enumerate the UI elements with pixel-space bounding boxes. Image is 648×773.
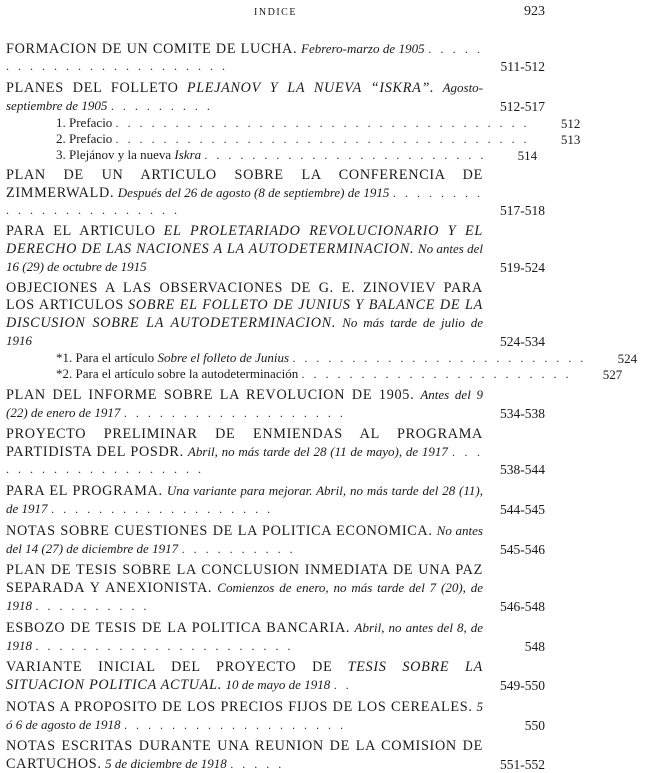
entry-title: PLANES DEL FOLLETO [6,80,179,96]
leader-dots: . . . . . . . . . . . . . . . . . . . . . . . [6,186,484,217]
entry-date: No antes del 16 (29) de octubre de 1915 [6,241,484,274]
entry-text [6,280,483,350]
entry-date: Febrero-marzo de 1905 [301,41,425,56]
toc-entry[interactable] [6,167,545,219]
subitem-label: 3. Plejánov y la nueva [56,147,172,162]
subitem-label: 2. Prefacio [56,131,113,146]
entry-text [6,426,483,478]
leader-dots: . . . . . . . . . . . . . . . . . . . [124,718,347,732]
toc-entry[interactable] [6,659,545,694]
subitem-label-italic: Iskra [174,147,202,162]
subitem-pages: 524 [617,351,638,366]
toc-subitem[interactable] [6,115,581,131]
entry-date: 5 de diciembre de 1918 [105,756,227,771]
toc-entry[interactable] [6,79,545,115]
entry-pages: 548 [524,639,545,654]
entry-date: Después del 26 de agosto (8 de septiembre) de 1915 [117,185,390,200]
entry-pages: 551-552 [500,757,545,772]
entry-text [6,482,483,518]
subitem-pages: 527 [602,367,623,382]
toc-list [6,40,638,773]
subitem-label-italic: Sobre el folleto de Junius [157,350,290,365]
leader-dots: . . . . . . . . . . . . . . . . . . . . . . . . . . . . . . . . . . . [115,116,530,130]
entry-title: PROYECTO PRELIMINAR DE ENMIENDAS AL PROGRAMA PARTIDISTA DEL POSDR. [6,426,483,460]
toc-entry[interactable] [6,426,545,478]
toc-entry[interactable] [6,482,545,518]
subitem-label: 1. Prefacio [56,115,113,130]
entry-text [6,79,483,115]
entry-date: Una variante para mejorar. Abril, no más tarde del 28 (11), de 1917 [6,483,484,516]
subitem-pages: 513 [560,132,581,147]
subitem-label: *1. Para el artículo [56,350,155,365]
entry-title: PARA EL PROGRAMA. [6,483,163,499]
entry-title: PARA EL ARTICULO [6,223,156,239]
entry-title: NOTAS ESCRITAS DURANTE UNA REUNION DE LA COMISION DE CARTUCHOS. [6,738,483,772]
entry-text [6,619,483,655]
entry-pages: 546-548 [500,599,545,614]
toc-entry[interactable] [6,223,545,276]
entry-pages: 512-517 [500,99,545,114]
leader-dots: . . . . . . . . . . . . . . . . . . . [123,406,346,420]
entry-text [6,522,483,558]
leader-dots: . . . . . . . . . . . . . . . . . . . . . . . [301,367,572,381]
toc-entry[interactable] [6,738,545,773]
entry-text [6,738,483,773]
entry-date: Comienzos de enero, no más tarde del 7 (20), de 1918 [6,580,484,613]
entry-text [6,40,483,75]
subitem-pages: 512 [560,116,581,131]
entry-pages: 511-512 [500,59,545,74]
toc-entry[interactable] [6,698,545,734]
leader-dots: . . . . . [230,757,285,771]
toc-entry[interactable] [6,619,545,655]
leader-dots: . . . . . . . . . . [181,542,296,556]
entry-pages: 544-545 [500,502,545,517]
toc-entry[interactable] [6,40,545,75]
leader-dots: . . . . . . . . . . . . . . . . . . . . . . . . . [292,351,587,365]
entry-date: Antes del 9 (22) de enero de 1917 [6,387,484,420]
leader-dots: . . . . . . . . . . . . . . . . . . . . . . [35,639,294,653]
entry-date: No antes del 14 (27) de diciembre de 1917 [6,523,483,556]
entry-title: VARIANTE INICIAL DEL PROYECTO DE [6,659,333,675]
entry-date: 5 ó 6 de agosto de 1918 [6,699,483,732]
subitem-label: *2. Para el artículo sobre la autodeterminación [56,366,299,381]
page-number: 923 [524,4,545,19]
entry-title-italic: TESIS SOBRE LA SITUACION POLITICA ACTUAL. [6,659,484,693]
entry-date: Abril, no más tarde del 28 (11 de mayo), de 1917 [187,444,448,459]
entry-pages: 550 [524,718,545,733]
toc-entry[interactable] [6,562,545,615]
entry-title: PLAN DE TESIS SOBRE LA CONCLUSION INMEDIATA DE UNA PAZ SEPARADA Y ANEXIONISTA. [6,562,483,596]
leader-dots: . . . . . . . . . . . . . . . . . . . . . . . . . . . . . . . . . . . [115,132,530,146]
entry-title: FORMACION DE UN COMITE DE LUCHA. [6,41,298,57]
page-header [0,4,551,20]
entry-title: ESBOZO DE TESIS DE LA POLITICA BANCARIA. [6,620,351,636]
entry-title: PLAN DEL INFORME SOBRE LA REVOLUCION DE 1905. [6,387,415,403]
entry-title: NOTAS A PROPOSITO DE LOS PRECIOS FIJOS DE LOS CEREALES. [6,699,473,715]
entry-date: Abril, no antes del 8, de 1918 [6,620,484,653]
leader-dots: . . [333,678,352,692]
toc-entry[interactable] [6,280,545,350]
leader-dots: . . . . . . . . . [110,99,213,113]
entry-pages: 534-538 [500,406,545,421]
toc-subitem[interactable] [6,147,545,163]
entry-date: 10 de mayo de 1918 [225,677,331,692]
entry-pages: 519-524 [500,260,545,275]
entry-date: No más tarde de julio de 1916 [6,315,483,348]
entry-pages: 549-550 [500,678,545,693]
toc-subitem[interactable] [6,366,623,382]
entry-title: PLAN DE UN ARTICULO SOBRE LA CONFERENCIA DE ZIMMERWALD. [6,167,483,201]
leader-dots: . . . . . . . . . . . . . . . . . . . . . . . . [6,42,484,73]
toc-subitem[interactable] [6,350,638,366]
entry-text [6,659,483,694]
entry-title-italic: PLEJANOV Y LA NUEVA “ISKRA”. [186,80,435,96]
leader-dots: . . . . . . . . . . . . . . . . . . . . [6,445,484,476]
entry-pages: 545-546 [500,542,545,557]
entry-text [6,562,483,615]
entry-title: NOTAS SOBRE CUESTIONES DE LA POLITICA ECONOMICA. [6,523,433,539]
running-title: INDICE [254,7,297,18]
entry-text [6,698,483,734]
toc-entry[interactable] [6,386,545,422]
entry-title-italic: SOBRE EL FOLLETO DE JUNIUS Y BALANCE DE LA DISCUSION SOBRE LA AUTODETERMINACION. [6,297,483,331]
leader-dots: . . . . . . . . . . [35,599,150,613]
toc-entry[interactable] [6,522,545,558]
entry-text [6,386,483,422]
entry-text [6,223,483,276]
entry-text [6,167,483,219]
leader-dots: . . . . . . . . . . . . . . . . . . . . . . . . [204,148,487,162]
toc-subitem[interactable] [6,131,581,147]
entry-pages: 524-534 [500,334,545,349]
entry-pages: 538-544 [500,462,545,477]
entry-pages: 517-518 [500,203,545,218]
entry-title-italic: EL PROLETARIADO REVOLUCIONARIO Y EL DERECHO DE LAS NACIONES A LA AUTODETERMINACION. [6,223,483,257]
leader-dots: . . . . . . . . . . . . . . . . . . . [51,502,274,516]
entry-title: OBJECIONES A LAS OBSERVACIONES DE G. E. ZINOVIEV PARA LOS ARTICULOS [6,280,483,313]
entry-date: Agosto-septiembre de 1905 [6,80,484,113]
subitem-pages: 514 [517,148,538,163]
